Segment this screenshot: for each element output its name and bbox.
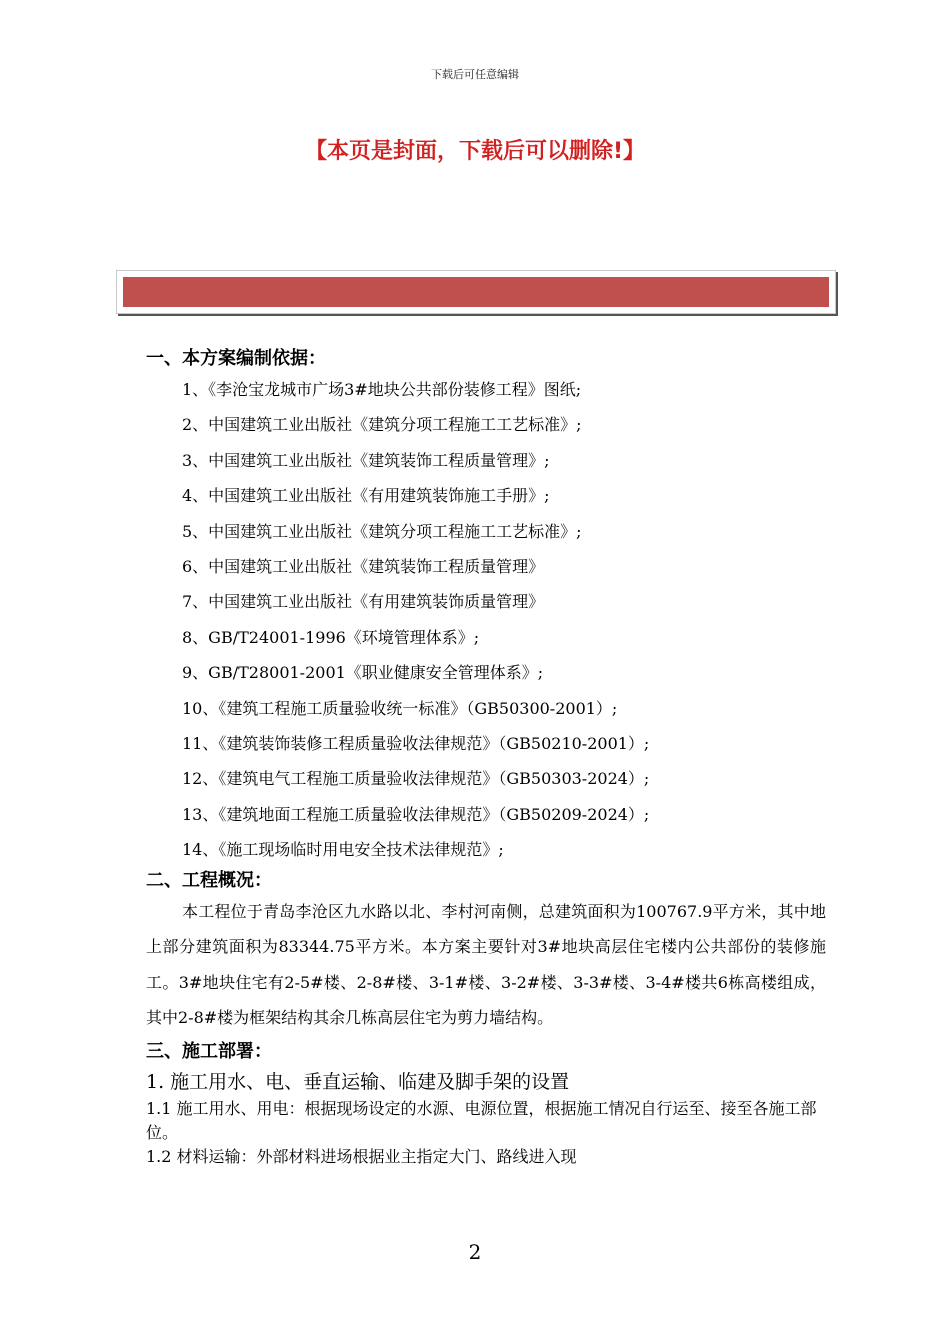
header-note: 下载后可任意编辑 [431, 68, 519, 81]
cover-notice: 【本页是封面，下载后可以删除!】 [304, 139, 646, 164]
deployment-subheading: 1. 施工用水、电、垂直运输、临建及脚手架的设置 [146, 1071, 570, 1094]
list-item: 6、中国建筑工业出版社《建筑装饰工程质量管理》 [182, 557, 545, 577]
section-title-basis: 一、本方案编制依据： [146, 348, 326, 369]
list-item: 2、中国建筑工业出版社《建筑分项工程施工工艺标准》; [182, 415, 582, 435]
basis-list [146, 372, 826, 868]
section-title-overview: 二、工程概况： [146, 869, 272, 891]
list-item: 7、中国建筑工业出版社《有用建筑装饰质量管理》 [182, 592, 545, 612]
decorative-banner [116, 270, 836, 314]
deployment-para-material: 1.2 材料运输：外部材料进场根据业主指定大门、路线进入现 [146, 1147, 577, 1167]
list-item: 13、《建筑地面工程施工质量验收法律规范》（GB50209-2024）; [182, 804, 650, 824]
list-item: 3、中国建筑工业出版社《建筑装饰工程质量管理》; [182, 450, 550, 470]
list-item: 14、《施工现场临时用电安全技术法律规范》; [182, 840, 504, 860]
page-number: 2 [468, 1240, 482, 1264]
list-item: 12、《建筑电气工程施工质量验收法律规范》（GB50303-2024）; [182, 769, 650, 789]
banner-fill [123, 277, 829, 307]
list-item: 1、《李沧宝龙城市广场3#地块公共部份装修工程》图纸; [182, 380, 582, 399]
list-item: 9、GB/T28001-2001《职业健康安全管理体系》; [182, 663, 544, 683]
list-item: 5、中国建筑工业出版社《建筑分项工程施工工艺标准》; [182, 521, 582, 541]
list-item: 10、《建筑工程施工质量验收统一标准》（GB50300-2001）; [182, 698, 618, 718]
list-item: 11、《建筑装饰装修工程质量验收法律规范》（GB50210-2001）; [182, 734, 650, 754]
document-body [146, 346, 826, 1169]
overview-paragraph: 本工程位于青岛李沧区九水路以北、李村河南侧，总建筑面积为100767.9平方米，其中地上部分建筑面积为83344.75平方米。本方案主要针对3#地块高层住宅楼内公共部份的装修施工。3#地块住宅有2-5#楼、2-8#楼、3-1#楼、3-2#楼、3-3#楼、3-4#楼共6栋高楼组成，其中2-8#楼为框架结构其余几栋高层住宅为剪力墙结构。 [146, 901, 826, 1027]
list-item: 4、中国建筑工业出版社《有用建筑装饰施工手册》; [182, 486, 550, 506]
deployment-para-water-power: 1.1 施工用水、用电：根据现场设定的水源、电源位置，根据施工情况自行运至、接至各施工部位。 [146, 1099, 817, 1143]
section-title-deployment: 三、施工部署： [146, 1041, 272, 1063]
list-item: 8、GB/T24001-1996《环境管理体系》; [182, 627, 480, 647]
